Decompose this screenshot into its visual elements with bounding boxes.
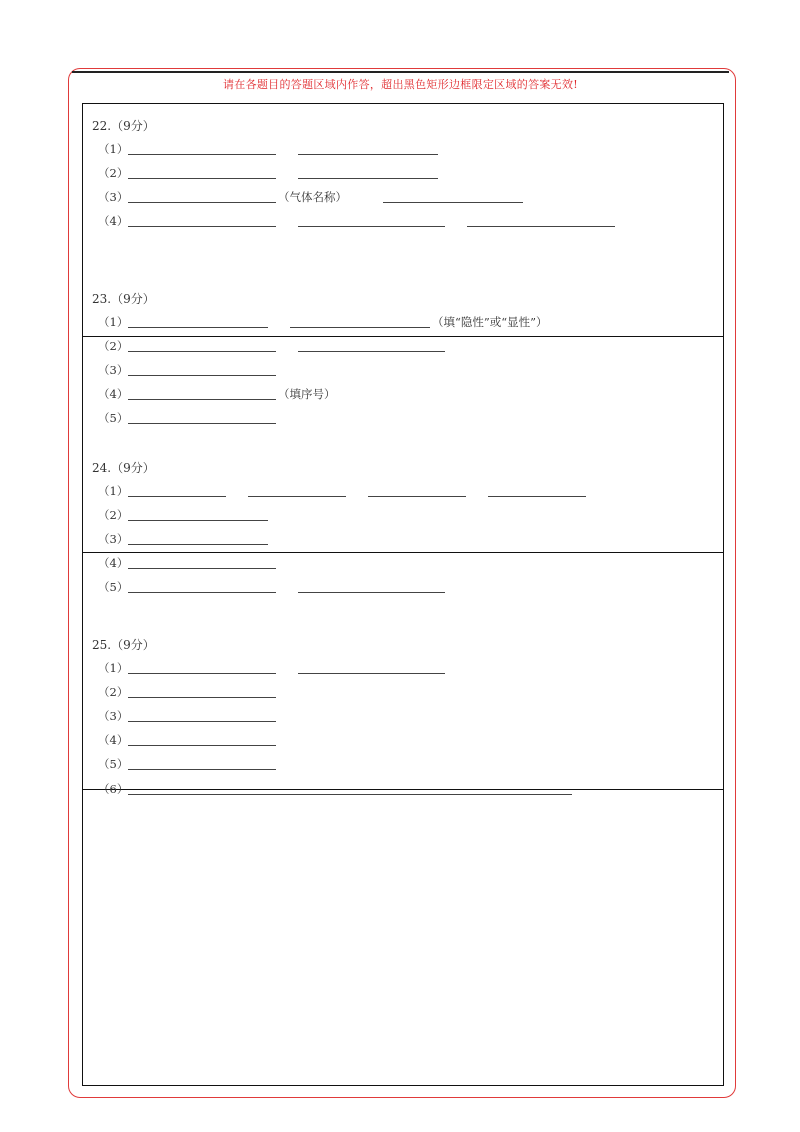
item-number: （3） [98,190,129,204]
answer-blank[interactable] [128,721,276,722]
answer-blank[interactable] [298,226,445,227]
answer-blank[interactable] [128,496,226,497]
item-number: （2） [98,166,129,180]
item-number: （2） [98,685,129,699]
answer-blank[interactable] [298,592,445,593]
item-number: （5） [98,580,129,594]
fill-hint: （填序号） [278,387,336,401]
question-23-title: 23.（9分） [92,292,155,306]
answer-blank[interactable] [467,226,615,227]
answer-blank[interactable] [298,673,445,674]
item-number: （6） [98,782,129,796]
answer-box [82,103,724,1086]
item-number: （4） [98,214,129,228]
answer-blank[interactable] [368,496,466,497]
answer-blank[interactable] [128,351,276,352]
answer-blank[interactable] [298,154,438,155]
item-number: （1） [98,484,129,498]
section-divider [82,552,724,553]
answer-blank[interactable] [128,202,276,203]
question-24-title: 24.（9分） [92,461,155,475]
answer-blank[interactable] [488,496,586,497]
section-divider [82,336,724,337]
answer-blank[interactable] [248,496,346,497]
answer-blank[interactable] [128,794,572,795]
answer-area-notice: 请在各题目的答题区域内作答，超出黑色矩形边框限定区域的答案无效! [222,78,579,91]
answer-blank[interactable] [128,697,276,698]
answer-blank[interactable] [128,592,276,593]
answer-blank[interactable] [298,351,445,352]
answer-blank[interactable] [128,520,268,521]
item-number: （1） [98,315,129,329]
section-divider [82,789,724,790]
answer-blank[interactable] [290,327,430,328]
answer-blank[interactable] [298,178,438,179]
item-number: （4） [98,733,129,747]
answer-blank[interactable] [128,327,268,328]
answer-blank[interactable] [128,673,276,674]
answer-blank[interactable] [128,178,276,179]
answer-blank[interactable] [383,202,523,203]
item-number: （2） [98,508,129,522]
question-25-title: 25.（9分） [92,638,155,652]
item-number: （4） [98,556,129,570]
answer-blank[interactable] [128,375,276,376]
item-number: （3） [98,532,129,546]
item-number: （5） [98,757,129,771]
item-number: （3） [98,363,129,377]
answer-blank[interactable] [128,769,276,770]
answer-blank[interactable] [128,226,276,227]
item-number: （4） [98,387,129,401]
answer-blank[interactable] [128,568,276,569]
question-22-title: 22.（9分） [92,119,155,133]
top-rule [72,71,729,73]
item-number: （3） [98,709,129,723]
fill-hint: （气体名称） [278,190,347,204]
answer-blank[interactable] [128,544,268,545]
item-number: （1） [98,142,129,156]
answer-blank[interactable] [128,745,276,746]
fill-hint: （填“隐性”或“显性”） [432,315,548,329]
item-number: （2） [98,339,129,353]
answer-blank[interactable] [128,154,276,155]
answer-blank[interactable] [128,423,276,424]
item-number: （5） [98,411,129,425]
item-number: （1） [98,661,129,675]
answer-blank[interactable] [128,399,276,400]
